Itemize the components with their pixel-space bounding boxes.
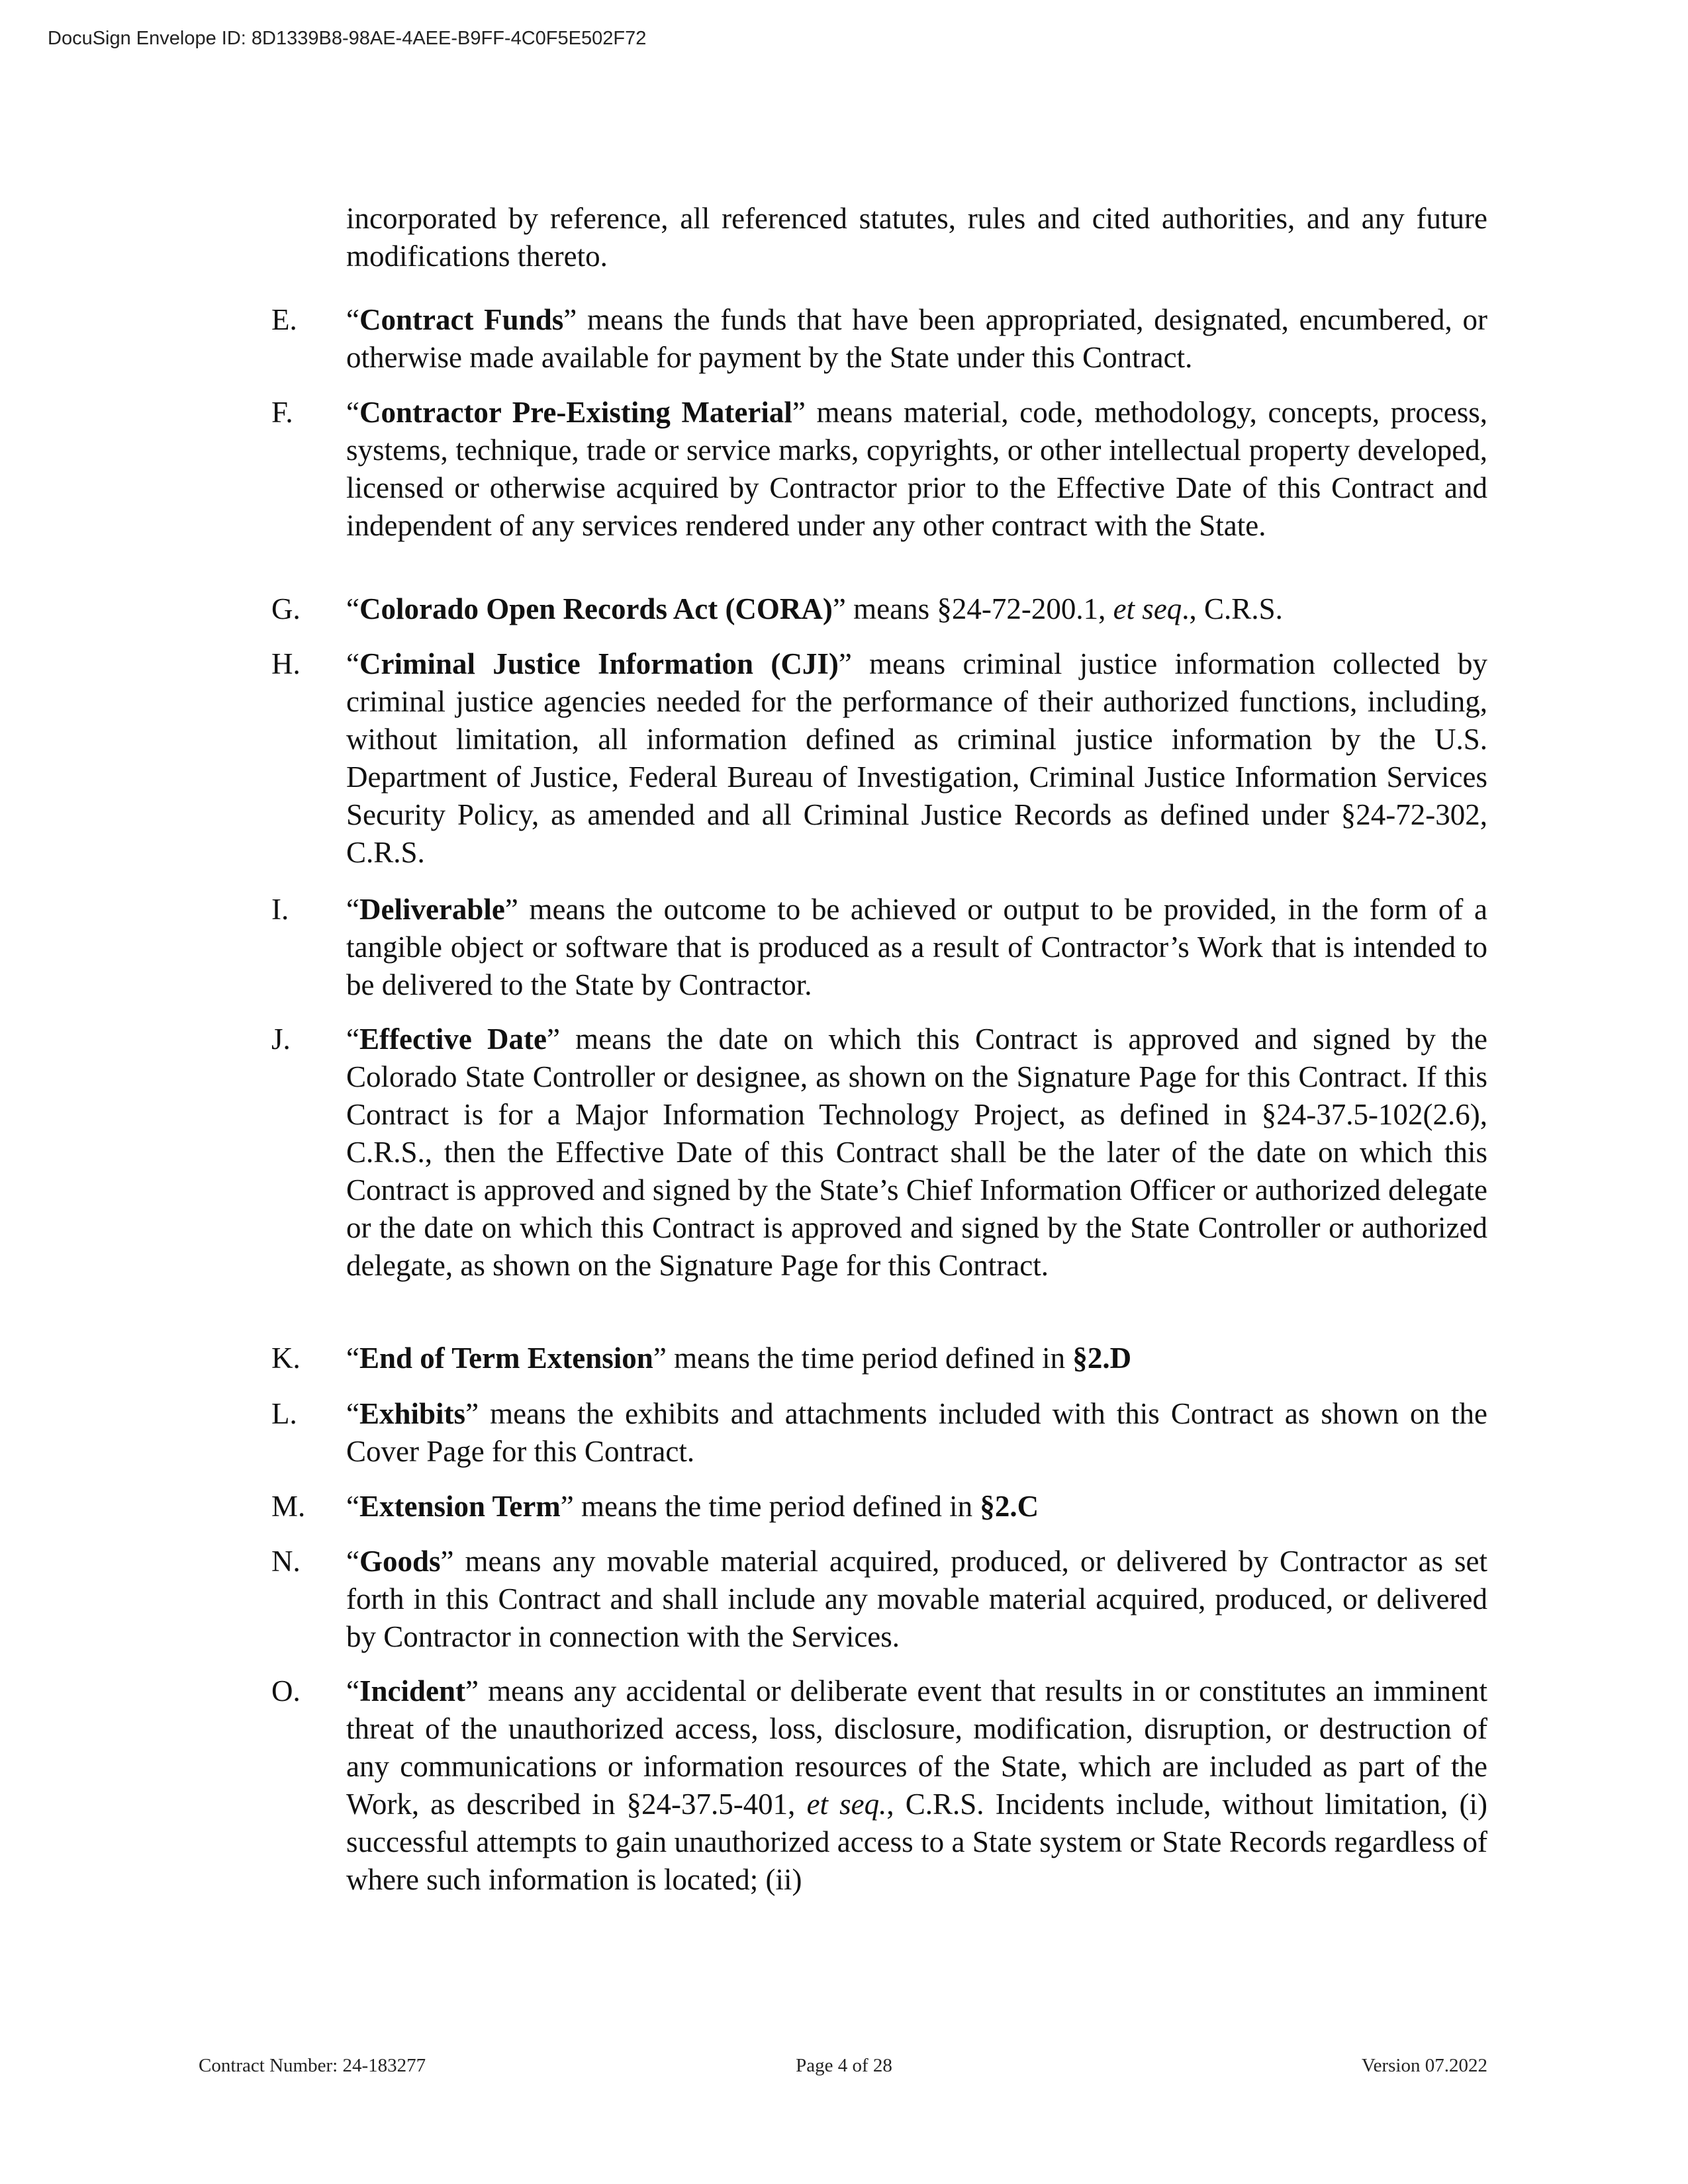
definition-segment: ” means the time period defined in (653, 1342, 1073, 1375)
definition-segment: “ (346, 303, 359, 336)
definition-letter: I. (271, 893, 289, 926)
definition-letter: H. (271, 647, 301, 680)
definition-segment: ” means §24-72-200.1, (832, 592, 1113, 625)
defined-term: Deliverable (359, 893, 505, 926)
definition-text (346, 301, 1487, 377)
definition-letter: J. (271, 1023, 291, 1056)
definition-segment: “ (346, 592, 359, 625)
italic-phrase: et seq. (806, 1788, 887, 1821)
defined-term: Effective Date (359, 1023, 547, 1056)
definition-letter: E. (271, 303, 297, 336)
footer-contract-number: Contract Number: 24-183277 (199, 2055, 426, 2076)
continuation-paragraph: incorporated by reference, all referenced statutes, rules and cited authorities, and any future modifications thereto. (346, 202, 1487, 273)
definition-letter: G. (271, 592, 301, 625)
definition-segment: “ (346, 1397, 359, 1430)
docusign-envelope-id: DocuSign Envelope ID: 8D1339B8-98AE-4AEE-B9FF-4C0F5E502F72 (48, 28, 647, 49)
definition-segment: “ (346, 1545, 359, 1578)
definition-letter: M. (271, 1490, 306, 1523)
definition-text (346, 645, 1487, 872)
definition-segment: ., C.R.S. (1182, 592, 1283, 625)
defined-term: Extension Term (359, 1490, 561, 1523)
definition-text (346, 590, 1487, 628)
definition-letter: N. (271, 1545, 301, 1578)
footer-page-number: Page 4 of 28 (796, 2055, 892, 2076)
defined-term: §2.C (980, 1490, 1039, 1523)
definition-segment: ” means the outcome to be achieved or output to be provided, in the form of a tangible object or software that is produced as a result of Contractor’s Work that is intended to be delivered to the State by Contractor. (346, 893, 1487, 1001)
definition-segment: , C.R.S. Incidents include, without limitation, (i) successful attempts to gain unauthorized access to a State system or State Records regardless of where such information is located; (ii) (346, 1788, 1487, 1896)
defined-term: Colorado Open Records Act (CORA) (359, 592, 833, 625)
footer-version: Version 07.2022 (1361, 2055, 1487, 2076)
definition-segment: “ (346, 893, 359, 926)
definition-letter: L. (271, 1397, 297, 1430)
definition-segment: “ (346, 396, 359, 429)
definition-segment: ” means any movable material acquired, produced, or delivered by Contractor as set forth in this Contract and shall include any movable material acquired, produced, or delivered by Contractor in connection with the Services. (346, 1545, 1487, 1653)
definition-segment: “ (346, 1490, 359, 1523)
definition-segment: “ (346, 647, 359, 680)
definition-segment: “ (346, 1342, 359, 1375)
defined-term: Contractor Pre-Existing Material (359, 396, 792, 429)
defined-term: §2.D (1072, 1342, 1132, 1375)
defined-term: Contract Funds (359, 303, 564, 336)
defined-term: Exhibits (359, 1397, 466, 1430)
definition-segment: “ (346, 1023, 359, 1056)
definition-text (346, 1395, 1487, 1471)
definition-text (346, 394, 1487, 545)
definition-text (346, 1672, 1487, 1899)
defined-term: Incident (359, 1674, 466, 1707)
definition-segment: ” means criminal justice information collected by criminal justice agencies needed for the performance of their authorized functions, including, without limitation, all information defined as criminal justice information by the U.S. Department of Justice, Federal Bureau of Investigation, Criminal Justice Information Services Security Policy, as amended and all Criminal Justice Records as defined under §24-72-302, C.R.S. (346, 647, 1487, 869)
defined-term: Criminal Justice Information (CJI) (359, 647, 839, 680)
definition-letter: K. (271, 1342, 301, 1375)
defined-term: End of Term Extension (359, 1342, 653, 1375)
definition-segment: ” means the time period defined in (560, 1490, 980, 1523)
definition-letter: O. (271, 1674, 301, 1707)
definition-segment: ” means material, code, methodology, concepts, process, systems, technique, trade or service marks, copyrights, or other intellectual property developed, licensed or otherwise acquired by Contractor prior to the Effective Date of this Contract and independent of any services rendered under any other contract with the State. (346, 396, 1487, 542)
definition-text (346, 1021, 1487, 1285)
definition-text (346, 1488, 1487, 1525)
italic-phrase: et seq (1113, 592, 1182, 625)
definition-text (346, 1340, 1487, 1377)
defined-term: Goods (359, 1545, 441, 1578)
definition-segment: ” means the funds that have been appropriated, designated, encumbered, or otherwise made available for payment by the State under this Contract. (346, 303, 1487, 374)
definition-text (346, 891, 1487, 1004)
definition-letter: F. (271, 396, 293, 429)
definition-segment: ” means the date on which this Contract is approved and signed by the Colorado State Controller or designee, as shown on the Signature Page for this Contract. If this Contract is for a Major Information Technology Project, as defined in §24-37.5-102(2.6), C.R.S., then the Effective Date of this Contract shall be the later of the date on which this Contract is approved and signed by the State’s Chief Information Officer or authorized delegate or the date on which this Contract is approved and signed by the State Controller or authorized delegate, as shown on the Signature Page for this Contract. (346, 1023, 1487, 1282)
definition-text (346, 1543, 1487, 1656)
definition-segment: ” means the exhibits and attachments included with this Contract as shown on the Cover Page for this Contract. (346, 1397, 1487, 1468)
definition-segment: “ (346, 1674, 359, 1707)
definition-segment: ” means any accidental or deliberate event that results in or constitutes an imminent threat of the unauthorized access, loss, disclosure, modification, disruption, or destruction of any communications or information resources of the State, which are included as part of the Work, as described in §24-37.5-401, (346, 1674, 1487, 1821)
